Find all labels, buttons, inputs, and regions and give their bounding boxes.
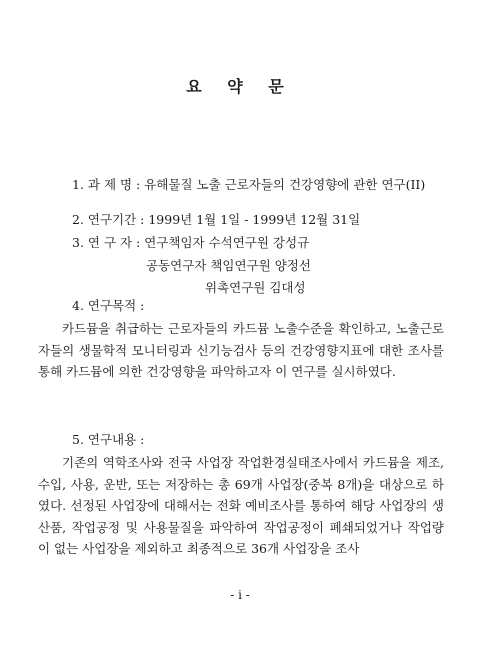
period-line: 2. 연구기간 : 1999년 1월 1일 - 1999년 12월 31일 <box>72 212 361 227</box>
content-paragraph: 기존의 역학조사와 전국 사업장 작업환경실태조사에서 카드뮴을 제조, 수입, 사용, 운반, 또는 저장하는 총 69개 사업장(중복 8개)을 대상으로 하였다. 선정된 사업장에 대해서는 전화 예비조사를 통하여 해당 사업장의 생산품, 작업공정 및 사용물질을 파악하여 작업공정이 폐쇄되었거나 작업량이 없는 사업장을 제외하고 최종적으로 36개 사업장을 조사 <box>38 455 444 557</box>
purpose-paragraph: 카드뮴을 취급하는 근로자들의 카드뮴 노출수준을 확인하고, 노출근로자들의 생물학적 모니터링과 신기능검사 등의 건강영향지표에 대한 조사를 통해 카드뮴에 의한 건강영향을 파악하고자 이 연구를 실시하였다. <box>38 321 444 380</box>
researcher-commissioned-line: 위촉연구원 김대성 <box>205 280 306 295</box>
subject-line: 1. 과 제 명 : 유해물질 노출 근로자들의 건강영향에 관한 연구(II) <box>72 177 426 192</box>
researcher-lead-line: 3. 연 구 자 : 연구책임자 수석연구원 강성규 <box>72 235 310 250</box>
page-title: 요 약 문 <box>186 77 294 96</box>
purpose-heading: 4. 연구목적 : <box>72 298 145 313</box>
page-number: - i - <box>230 588 250 602</box>
content-heading: 5. 연구내용 : <box>72 432 145 447</box>
researcher-co-line: 공동연구자 책임연구원 양정선 <box>146 258 311 273</box>
